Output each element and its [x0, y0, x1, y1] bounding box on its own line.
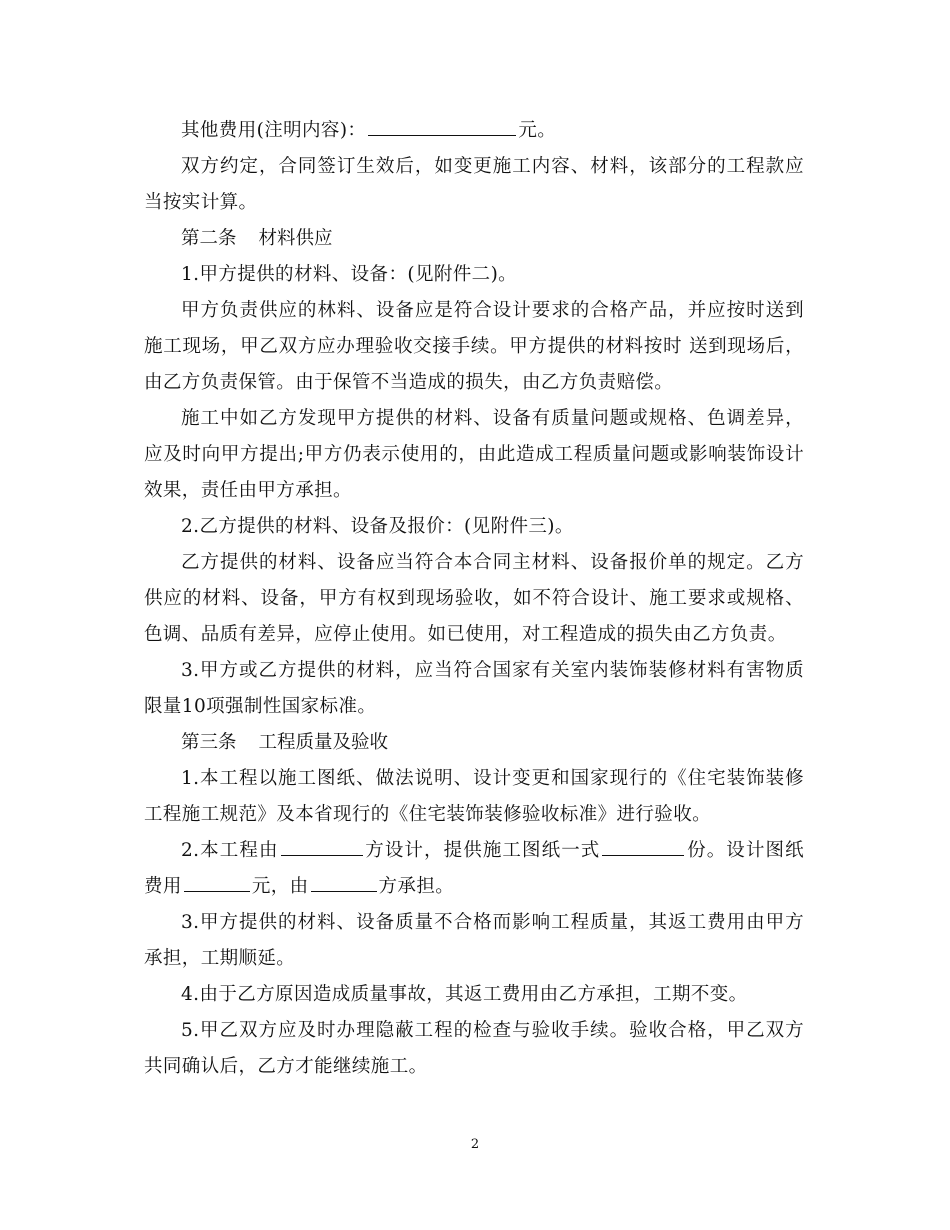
article-number: 第二条 [181, 228, 237, 249]
other-fee-label: 其他费用(注明内容)： [181, 120, 367, 141]
article-2-heading [144, 221, 804, 257]
clause-2-1: 1.甲方提供的材料、设备：(见附件二)。 [181, 264, 518, 285]
clause-text: 份。设计图纸费用 [144, 840, 804, 897]
clause-2-3: 3.甲方或乙方提供的材料，应当符合国家有关室内装饰装修材料有害物质限量10项强制性国家标准。 [144, 660, 804, 717]
article-3-heading [144, 725, 804, 761]
document-body [144, 113, 804, 1085]
other-fee-line [144, 113, 804, 149]
clause-2-2: 2.乙方提供的材料、设备及报价：(见附件三)。 [181, 516, 574, 537]
page-number: 2 [470, 1137, 480, 1152]
clause-3-2 [144, 833, 804, 905]
article-title: 材料供应 [258, 228, 333, 249]
article-number: 第三条 [181, 732, 237, 753]
clause-text: 2.本工程由 [181, 840, 279, 861]
fill-blank [281, 854, 363, 856]
fill-blank [311, 890, 377, 892]
clause-3-5: 5.甲乙双方应及时办理隐蔽工程的检查与验收手续。验收合格，甲乙双方共同确认后，乙方才能继续施工。 [144, 1020, 804, 1077]
fill-blank [368, 134, 516, 136]
fill-blank [602, 854, 684, 856]
clause-text: 方设计，提供施工图纸一式 [364, 840, 601, 861]
clause-text: 元，由 [251, 876, 309, 897]
fill-blank [184, 890, 250, 892]
clause-2-1-paragraph-1: 甲方负责供应的林料、设备应是符合设计要求的合格产品，并应按时送到施工现场，甲乙双方应办理验收交接手续。甲方提供的材料按时 送到现场后，由乙方负责保管。由于保管不当造成的损失，由乙方负责赔偿。 [144, 300, 804, 393]
clause-2-2-paragraph-1: 乙方提供的材料、设备应当符合本合同主材料、设备报价单的规定。乙方供应的材料、设备，甲方有权到现场验收，如不符合设计、施工要求或规格、色调、品质有差异，应停止使用。如已使用，对工程造成的损失由乙方负责。 [144, 552, 804, 645]
other-fee-unit: 元。 [518, 120, 557, 141]
article-title: 工程质量及验收 [258, 732, 389, 753]
clause-3-3: 3.甲方提供的材料、设备质量不合格而影响工程质量，其返工费用由甲方承担，工期顺延。 [144, 912, 804, 969]
clause-3-4: 4.由于乙方原因造成质量事故，其返工费用由乙方承担，工期不变。 [181, 984, 748, 1005]
clause-3-1: 1.本工程以施工图纸、做法说明、设计变更和国家现行的《住宅装饰装修工程施工规范》及本省现行的《住宅装饰装修验收标准》进行验收。 [144, 768, 804, 825]
paragraph-change: 双方约定，合同签订生效后，如变更施工内容、材料，该部分的工程款应当按实计算。 [144, 156, 804, 213]
clause-2-1-paragraph-2: 施工中如乙方发现甲方提供的材料、设备有质量问题或规格、色调差异，应及时向甲方提出;甲方仍表示使用的，由此造成工程质量问题或影响装饰设计效果，责任由甲方承担。 [144, 408, 804, 501]
clause-text: 方承担。 [378, 876, 455, 897]
